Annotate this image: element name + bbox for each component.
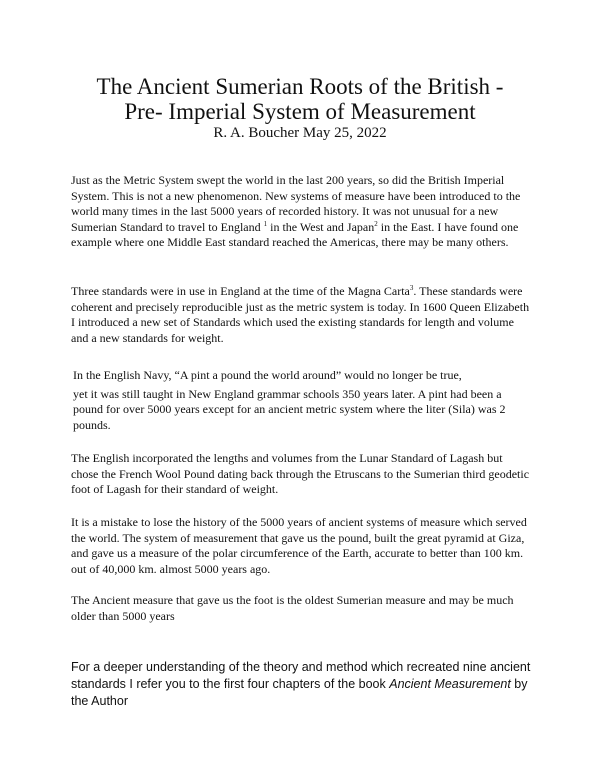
footnote-ref-3: 3 — [409, 284, 414, 292]
paragraph-7-text-a: For a deeper understanding of the theory and method which recreated nine ancient standards I refer you to the first four chapters of the book — [71, 660, 531, 691]
paragraph-3 — [73, 368, 533, 433]
paragraph-2-text-b: . These standards were coherent and precisely reproducible just as the metric system is today. In 1600 Queen Elizabeth I introduced a new set of Standards which used the existing standards for length and volume and a new standards for weight. — [71, 284, 530, 345]
title-line-2: Pre- Imperial System of Measurement — [124, 99, 476, 124]
paragraph-1-text-c: in the East. I have found one example where one Middle East standard reached the Americas, there may be many others. — [71, 219, 519, 249]
paragraph-6: The Ancient measure that gave us the foot is the oldest Sumerian measure and may be much older than 5000 years — [71, 593, 514, 623]
footnote-ref-1: 1 — [263, 219, 268, 228]
document-title — [40, 74, 560, 124]
paragraph-7 — [71, 659, 541, 710]
book-title: Ancient Measurement — [389, 677, 511, 691]
paragraph-2 — [71, 284, 531, 346]
title-line-1: The Ancient Sumerian Roots of the British - — [96, 74, 504, 99]
paragraph-7-text-b: by the Author — [71, 677, 528, 708]
paragraph-3-line-1: In the English Navy, “A pint a pound the world around” would no longer be true, — [73, 368, 462, 382]
paragraph-2-text-a: Three standards were in use in England at the time of the Magna Carta — [71, 284, 410, 298]
paragraph-5: It is a mistake to lose the history of the 5000 years of ancient systems of measure which served the world. The system of measurement that gave us the pound, built the great pyramid at Giza, and gave us a measure of the polar circumference of the Earth, accurate to better than 100 km. out of 40,000 km. almost 5000 years ago. — [71, 515, 527, 576]
paragraph-1-text-b: in the West and Japan — [267, 219, 375, 234]
paragraph-1 — [71, 173, 531, 251]
paragraph-1-text-a: Just as the Metric System swept the world in the last 200 years, so did the British Imperial System. This is not a new phenomenon. New systems of measure have been introduced to the world many times in the last 5000 years of recorded history. It was not unusual for a new Sumerian Standard to travel to England — [71, 173, 521, 234]
byline: R. A. Boucher May 25, 2022 — [213, 125, 387, 141]
paragraph-4: The English incorporated the lengths and volumes from the Lunar Standard of Lagash but chose the French Wool Pound dating back through the Etruscans to the Sumerian third geodetic foot of Lagash for their standard of weight. — [71, 451, 530, 496]
paragraph-3-rest: yet it was still taught in New England grammar schools 350 years later. A pint had been a pound for over 5000 years except for an ancient metric system where the liter (Sila) was 2 pounds. — [73, 386, 506, 432]
footnote-ref-2: 2 — [374, 219, 378, 228]
